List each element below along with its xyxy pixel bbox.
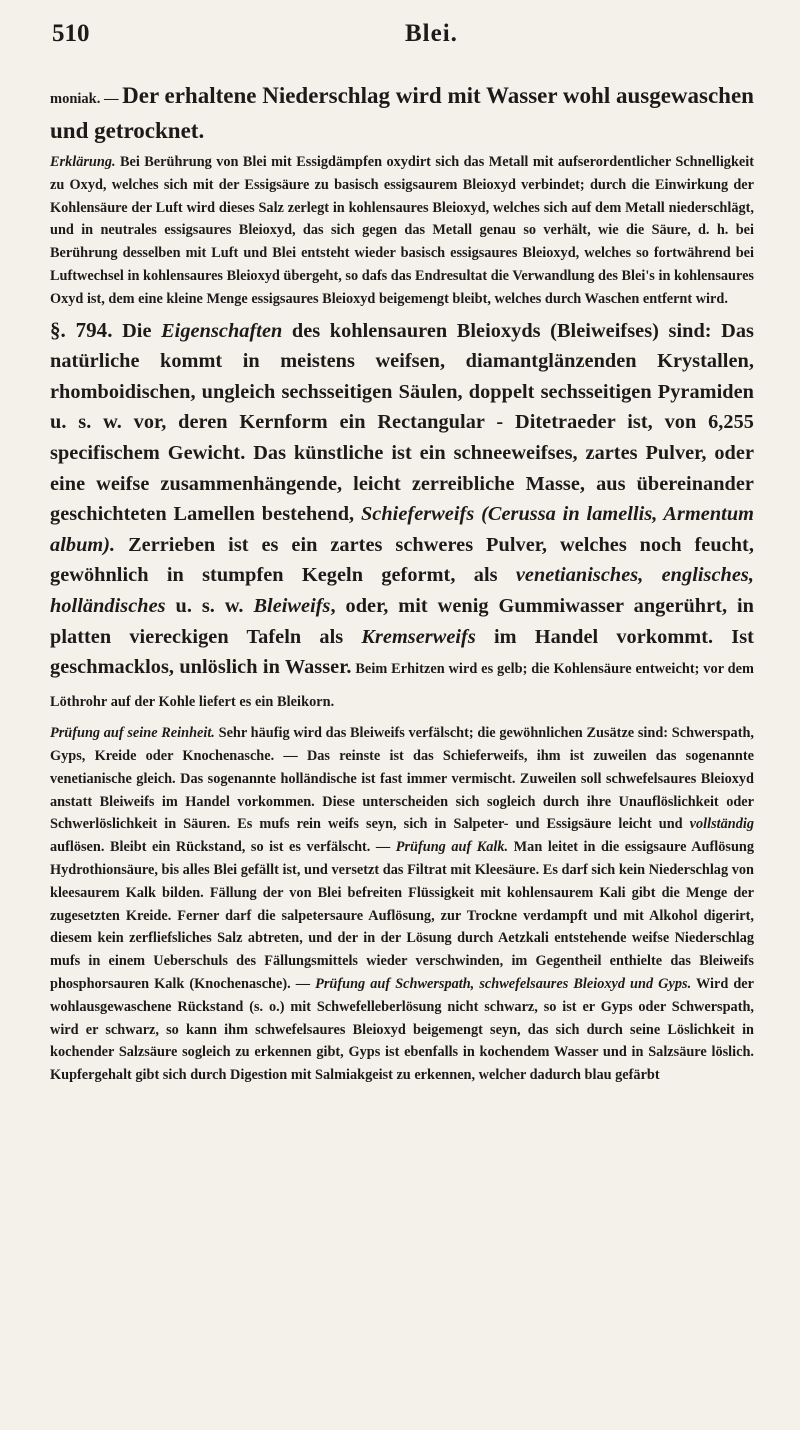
purity-label-schwerspath: Prüfung auf Schwerspath, schwefelsaures Bleioxyd und Gyps.: [315, 976, 692, 993]
lead-text: Der erhaltene Niederschlag wird mit Wasser wohl ausgewaschen und getrocknet.: [50, 83, 754, 143]
explanation-paragraph: [50, 151, 754, 311]
section-term-varieties: venetianisches, englisches, holländisches: [50, 564, 754, 617]
lead-prefix: moniak. —: [50, 91, 123, 107]
section-term-bleiweifs: Bleiweifs: [253, 594, 331, 617]
section-term-schieferweifs: Schieferweifs (Cerussa in lamellis, Armentum album).: [50, 503, 755, 556]
section-term-kremserweifs: Kremserweifs: [361, 625, 476, 648]
section-text-4: u. s. w.: [165, 594, 254, 617]
purity-label-kalk: Prüfung auf Kalk.: [395, 839, 509, 856]
explanation-label: Erklärung.: [50, 154, 116, 170]
section-text-2: des kohlensauren Bleioxyds (Bleiweifses) sind: Das natürliche kommt in meistens weifsen, diamantglänzenden Krystallen, rhomboidischen, ungleich sechsseitigen Säulen, doppelt sechsseitigen Pyramiden u. s. w. vor, deren Kernform ein Rectangular - Ditetraeder ist, von 6,255 specifischem Gewicht. Das künstliche ist ein schneeweifses, zartes Pulver, oder eine weifse zusammenhängende, leicht zerreibliche Masse, aus übereinander geschichteten Lamellen bestehend,: [50, 319, 754, 526]
running-head: Blei.: [405, 20, 458, 47]
purity-em-vollstaendig: vollständig: [689, 816, 754, 833]
section-text-7: Beim Erhitzen wird es gelb; die Kohlensäure entweicht; vor dem Löthrohr auf der Kohle liefert es ein Bleikorn.: [50, 661, 755, 710]
section-text-5: , oder, mit wenig Gummiwasser angerührt, in platten viereckigen Tafeln als: [50, 594, 754, 648]
section-text-3: Zerrieben ist es ein zartes schweres Pulver, welches noch feucht, gewöhnlich in stumpfen Kegeln geformt, als: [50, 533, 754, 587]
section-794-paragraph: [50, 315, 754, 718]
purity-text-3: Man leitet in die essigsaure Auflösung Hydrothionsäure, bis alles Blei gefällt ist, und versetzt das Filtrat mit Kleesäure. Es darf sich kein Niederschlag von kleesaurem Kalk bilden. Fällung der von Blei befreiten Flüssigkeit mit kohlensaurem Kali gibt die Menge der zugesetzten Kreide. Ferner darf die salpetersaure Auflösung, zur Trockne verdampft und mit Alkohol digerirt, diesem kein zerfliefsliches Salz abtreten, und der in der Lösung durch Aetzkali entstehende weifse Niederschlag mufs in einem Ueberschuls des Fällungsmittels wieder verschwinden, im Gegentheil enthielte das Bleiweifs phosphorsauren Kalk (Knochenasche). —: [50, 839, 755, 993]
page-header: [50, 18, 754, 80]
section-heading: Eigenschaften: [161, 319, 283, 342]
section-text-1: Die: [112, 319, 162, 342]
explanation-text: Bei Berührung von Blei mit Essigdämpfen oxydirt sich das Metall mit aufserordentlicher Schnelligkeit zu Oxyd, welches sich mit der Essigsäure zu basisch essigsaurem Bleioxyd verbindet; durch die Einwirkung der Kohlensäure der Luft wird dieses Salz zerlegt in kohlensaures Bleioxyd, welches sich auf dem Metall niederschlägt, und in neutrales essigsaures Bleioxyd, das sich gegen das Metall genau so verhält, wie die Säure, d. h. bei Berührung desselben mit Luft und Blei entsteht wieder basisch essigsaures Bleioxyd, welches so fortwährend bei Luftwechsel in kohlensaures Bleioxyd übergeht, so dafs das Endresultat die Verwandlung des Blei's in kohlensaures Oxyd ist, dem eine kleine Menge essigsaures Bleioxyd beigemengt bleibt, welches durch Waschen entfernt wird.: [50, 154, 754, 307]
purity-label: Prüfung auf seine Reinheit.: [50, 725, 215, 742]
purity-paragraph: [50, 722, 754, 1087]
lead-paragraph: [50, 80, 754, 148]
purity-text-4: Wird der wohlausgewaschene Rückstand (s. o.) mit Schwefelleberlösung nicht schwarz, so ist er Gyps oder Schwerspath, wird er schwarz, so kann ihm schwefelsaures Bleioxyd beigemengt seyn, das sich durch seine Löslichkeit in kochender Salzsäure sogleich zu erkennen gibt, Gyps ist ebenfalls in kochendem Wasser und in Salzsäure löslich. Kupfergehalt gibt sich durch Digestion mit Salmiakgeist zu erkennen, welcher dadurch blau gefärbt: [50, 976, 754, 1084]
purity-text-1: Sehr häufig wird das Bleiweifs verfälscht; die gewöhnlichen Zusätze sind: Schwerspath, Gyps, Kreide oder Knochenasche. — Das reinste ist das Schieferweifs, ihm ist zuweilen das sogenannte venetianische gleich. Das sogenannte holländische ist fast immer vermischt. Zuweilen soll schwefelsaures Bleioxyd anstatt Bleiweifs im Handel vorkommen. Diese unterscheiden sich sogleich durch ihre Unauflöslichkeit oder Schwerlöslichkeit in Säuren. Es mufs rein weifs seyn, sich in Salpeter- und Essigsäure leicht und: [50, 725, 754, 833]
purity-text-2: auflösen. Bleibt ein Rückstand, so ist es verfälscht. —: [50, 839, 396, 856]
section-text-6: im Handel vorkommt. Ist geschmacklos, unlöslich in Wasser.: [50, 625, 754, 679]
section-number: §. 794.: [50, 317, 113, 342]
page-number: 510: [52, 20, 90, 47]
